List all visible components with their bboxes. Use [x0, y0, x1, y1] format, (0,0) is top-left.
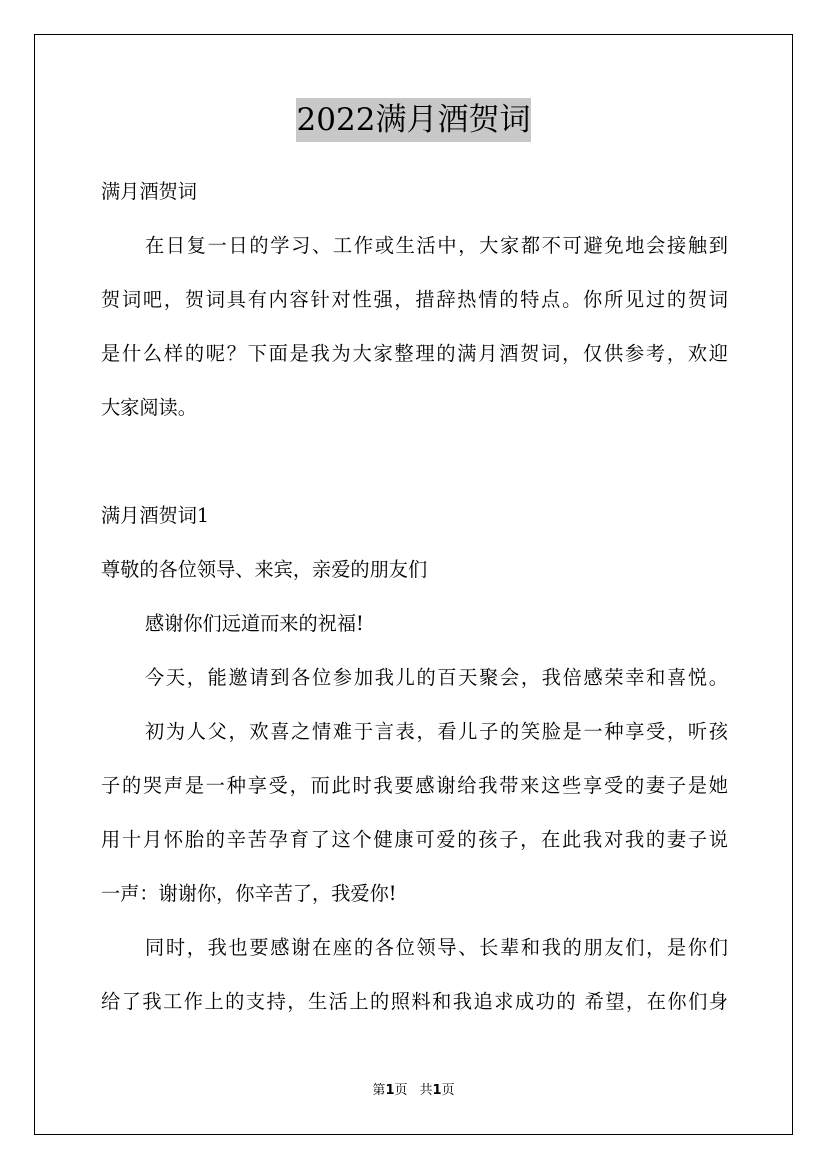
paragraph-line: 大家阅读。: [101, 396, 197, 419]
paragraph-line: 贺词吧，贺词具有内容针对性强，措辞热情的特点。你所见过的贺词: [101, 288, 728, 311]
document-title: [0, 98, 827, 147]
paragraph-line: 在日复一日的学习、工作或生活中，大家都不可避免地会接触到: [145, 234, 728, 257]
page-footer: [0, 1081, 827, 1101]
page-suffix: 页: [394, 1083, 408, 1098]
document-title-text: 2022满月酒贺词: [296, 98, 532, 142]
paragraph-line: 初为人父，欢喜之情难于言表，看儿子的笑脸是一种享受，听孩: [145, 720, 728, 743]
paragraph-line: 给了我工作上的支持，生活上的照料和我追求成功的 希望，在你们身: [101, 990, 728, 1013]
total-prefix: 共: [419, 1083, 433, 1098]
page-prefix: 第: [372, 1083, 386, 1098]
page-number: 1: [385, 1083, 395, 1098]
paragraph-line: 是什么样的呢？下面是我为大家整理的满月酒贺词，仅供参考，欢迎: [101, 342, 728, 365]
paragraph-line: 今天，能邀请到各位参加我儿的百天聚会，我倍感荣幸和喜悦。: [145, 666, 728, 689]
salutation-line: 尊敬的各位领导、来宾，亲爱的朋友们: [101, 558, 428, 581]
total-pages: 1: [432, 1083, 442, 1098]
section-heading: 满月酒贺词1: [101, 504, 210, 527]
blank-line: [101, 440, 728, 494]
paragraph-line: 感谢你们远道而来的祝福!: [145, 612, 364, 635]
document-body: [101, 170, 728, 1034]
paragraph-line: 子的哭声是一种享受，而此时我要感谢给我带来这些享受的妻子是她: [101, 774, 728, 797]
paragraph-line: 同时，我也要感谢在座的各位领导、长辈和我的朋友们，是你们: [145, 936, 728, 959]
section-heading: 满月酒贺词: [101, 180, 197, 203]
paragraph-line: 用十月怀胎的辛苦孕育了这个健康可爱的孩子，在此我对我的妻子说: [101, 828, 728, 851]
total-suffix: 页: [441, 1083, 455, 1098]
paragraph-line: 一声：谢谢你，你辛苦了，我爱你!: [101, 882, 397, 905]
